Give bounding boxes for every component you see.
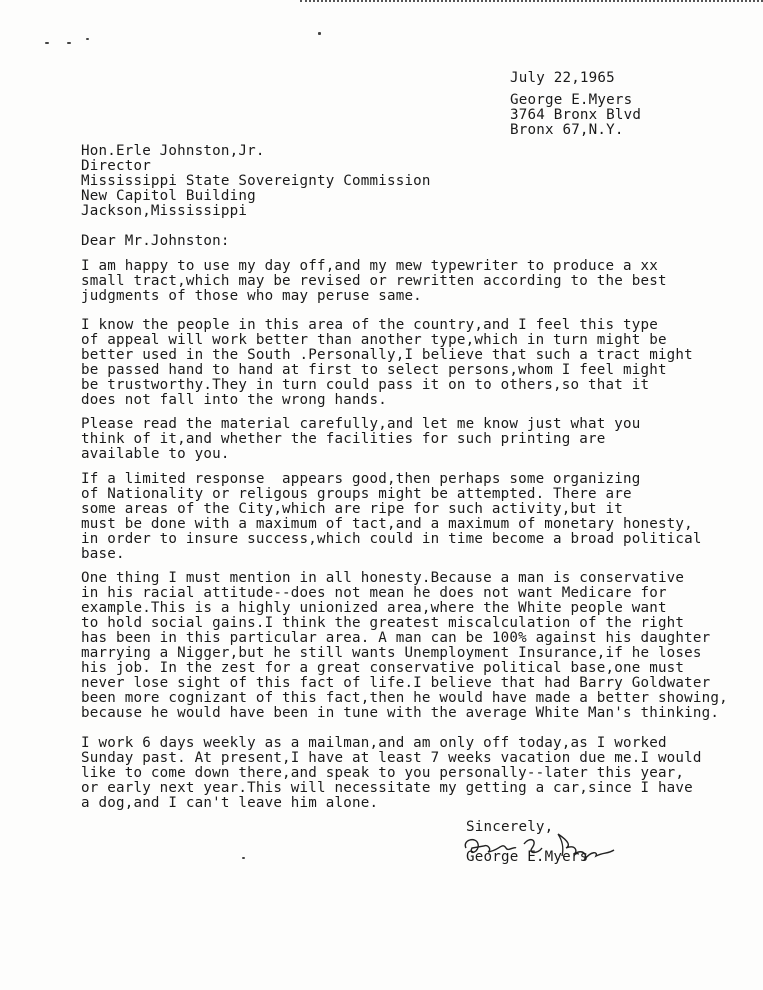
body-line: in his racial attitude--does not mean he does not want Medicare for [81, 585, 667, 601]
body-line: judgments of those who may peruse same. [81, 288, 422, 304]
typed-signature: George E.Myers [466, 849, 589, 865]
body-line: example.This is a highly unionized area,where the White people want [81, 600, 667, 616]
body-line: One thing I must mention in all honesty.Because a man is conservative [81, 570, 685, 586]
recipient-line: New Capitol Building [81, 188, 256, 204]
speck [318, 32, 321, 35]
body-paragraph-4 [81, 472, 751, 562]
speck [67, 42, 71, 44]
letter-date: July 22,1965 [510, 70, 615, 86]
body-paragraph-2 [81, 318, 751, 408]
body-paragraph-5 [81, 571, 751, 721]
body-line: in order to insure success,which could in time become a broad political [81, 531, 702, 547]
body-line: think of it,and whether the facilities for such printing are [81, 431, 606, 447]
body-line: of appeal will work better than another type,which in turn might be [81, 332, 667, 348]
body-line: been more cognizant of this fact,then he would have made a better showing, [81, 690, 728, 706]
body-line: small tract,which may be revised or rewritten according to the best [81, 273, 667, 289]
body-line: I work 6 days weekly as a mailman,and am only off today,as I worked [81, 735, 667, 751]
body-paragraph-6 [81, 736, 751, 811]
body-line: or early next year.This will necessitate my getting a car,since I have [81, 780, 693, 796]
closing: Sincerely, [466, 819, 554, 835]
body-line: because he would have been in tune with the average White Man's thinking. [81, 705, 720, 721]
body-line: I am happy to use my day off,and my mew typewriter to produce a xx [81, 258, 658, 274]
speck [86, 38, 89, 40]
body-line: his job. In the zest for a great conservative political base,one must [81, 660, 685, 676]
recipient-line: Hon.Erle Johnston,Jr. [81, 143, 265, 159]
body-line: must be done with a maximum of tact,and a maximum of monetary honesty, [81, 516, 693, 532]
recipient-address [81, 144, 751, 219]
body-line: better used in the South .Personally,I believe that such a tract might [81, 347, 693, 363]
body-line: base. [81, 546, 125, 562]
body-paragraph-3 [81, 417, 751, 462]
sender-name: George E.Myers [510, 92, 633, 108]
body-line: of Nationality or religous groups might be attempted. There are [81, 486, 632, 502]
body-line: I know the people in this area of the country,and I feel this type [81, 317, 658, 333]
body-line: some areas of the City,which are ripe for such activity,but it [81, 501, 623, 517]
body-line: Sunday past. At present,I have at least 7 weeks vacation due me.I would [81, 750, 702, 766]
speck [242, 857, 245, 859]
body-line: to hold social gains.I think the greatest miscalculation of the right [81, 615, 685, 631]
body-line: a dog,and I can't leave him alone. [81, 795, 379, 811]
recipient-line: Jackson,Mississippi [81, 203, 248, 219]
body-line: never lose sight of this fact of life.I believe that had Barry Goldwater [81, 675, 711, 691]
body-line: Please read the material carefully,and let me know just what you [81, 416, 641, 432]
body-line: be passed hand to hand at first to select persons,whom I feel might [81, 362, 667, 378]
body-line: like to come down there,and speak to you personally--later this year, [81, 765, 685, 781]
body-line: available to you. [81, 446, 230, 462]
recipient-line: Mississippi State Sovereignty Commission [81, 173, 431, 189]
sender-street: 3764 Bronx Blvd [510, 107, 642, 123]
body-line: be trustworthy.They in turn could pass it on to others,so that it [81, 377, 650, 393]
body-line: marrying a Nigger,but he still wants Unemployment Insurance,if he loses [81, 645, 702, 661]
body-paragraph-1 [81, 259, 751, 304]
body-line: has been in this particular area. A man can be 100% against his daughter [81, 630, 711, 646]
body-line: does not fall into the wrong hands. [81, 392, 387, 408]
body-line: If a limited response appears good,then perhaps some organizing [81, 471, 641, 487]
speck [45, 42, 49, 44]
recipient-line: Director [81, 158, 151, 174]
salutation: Dear Mr.Johnston: [81, 233, 230, 249]
top-edge-rule [300, 0, 763, 6]
sender-city: Bronx 67,N.Y. [510, 122, 624, 138]
